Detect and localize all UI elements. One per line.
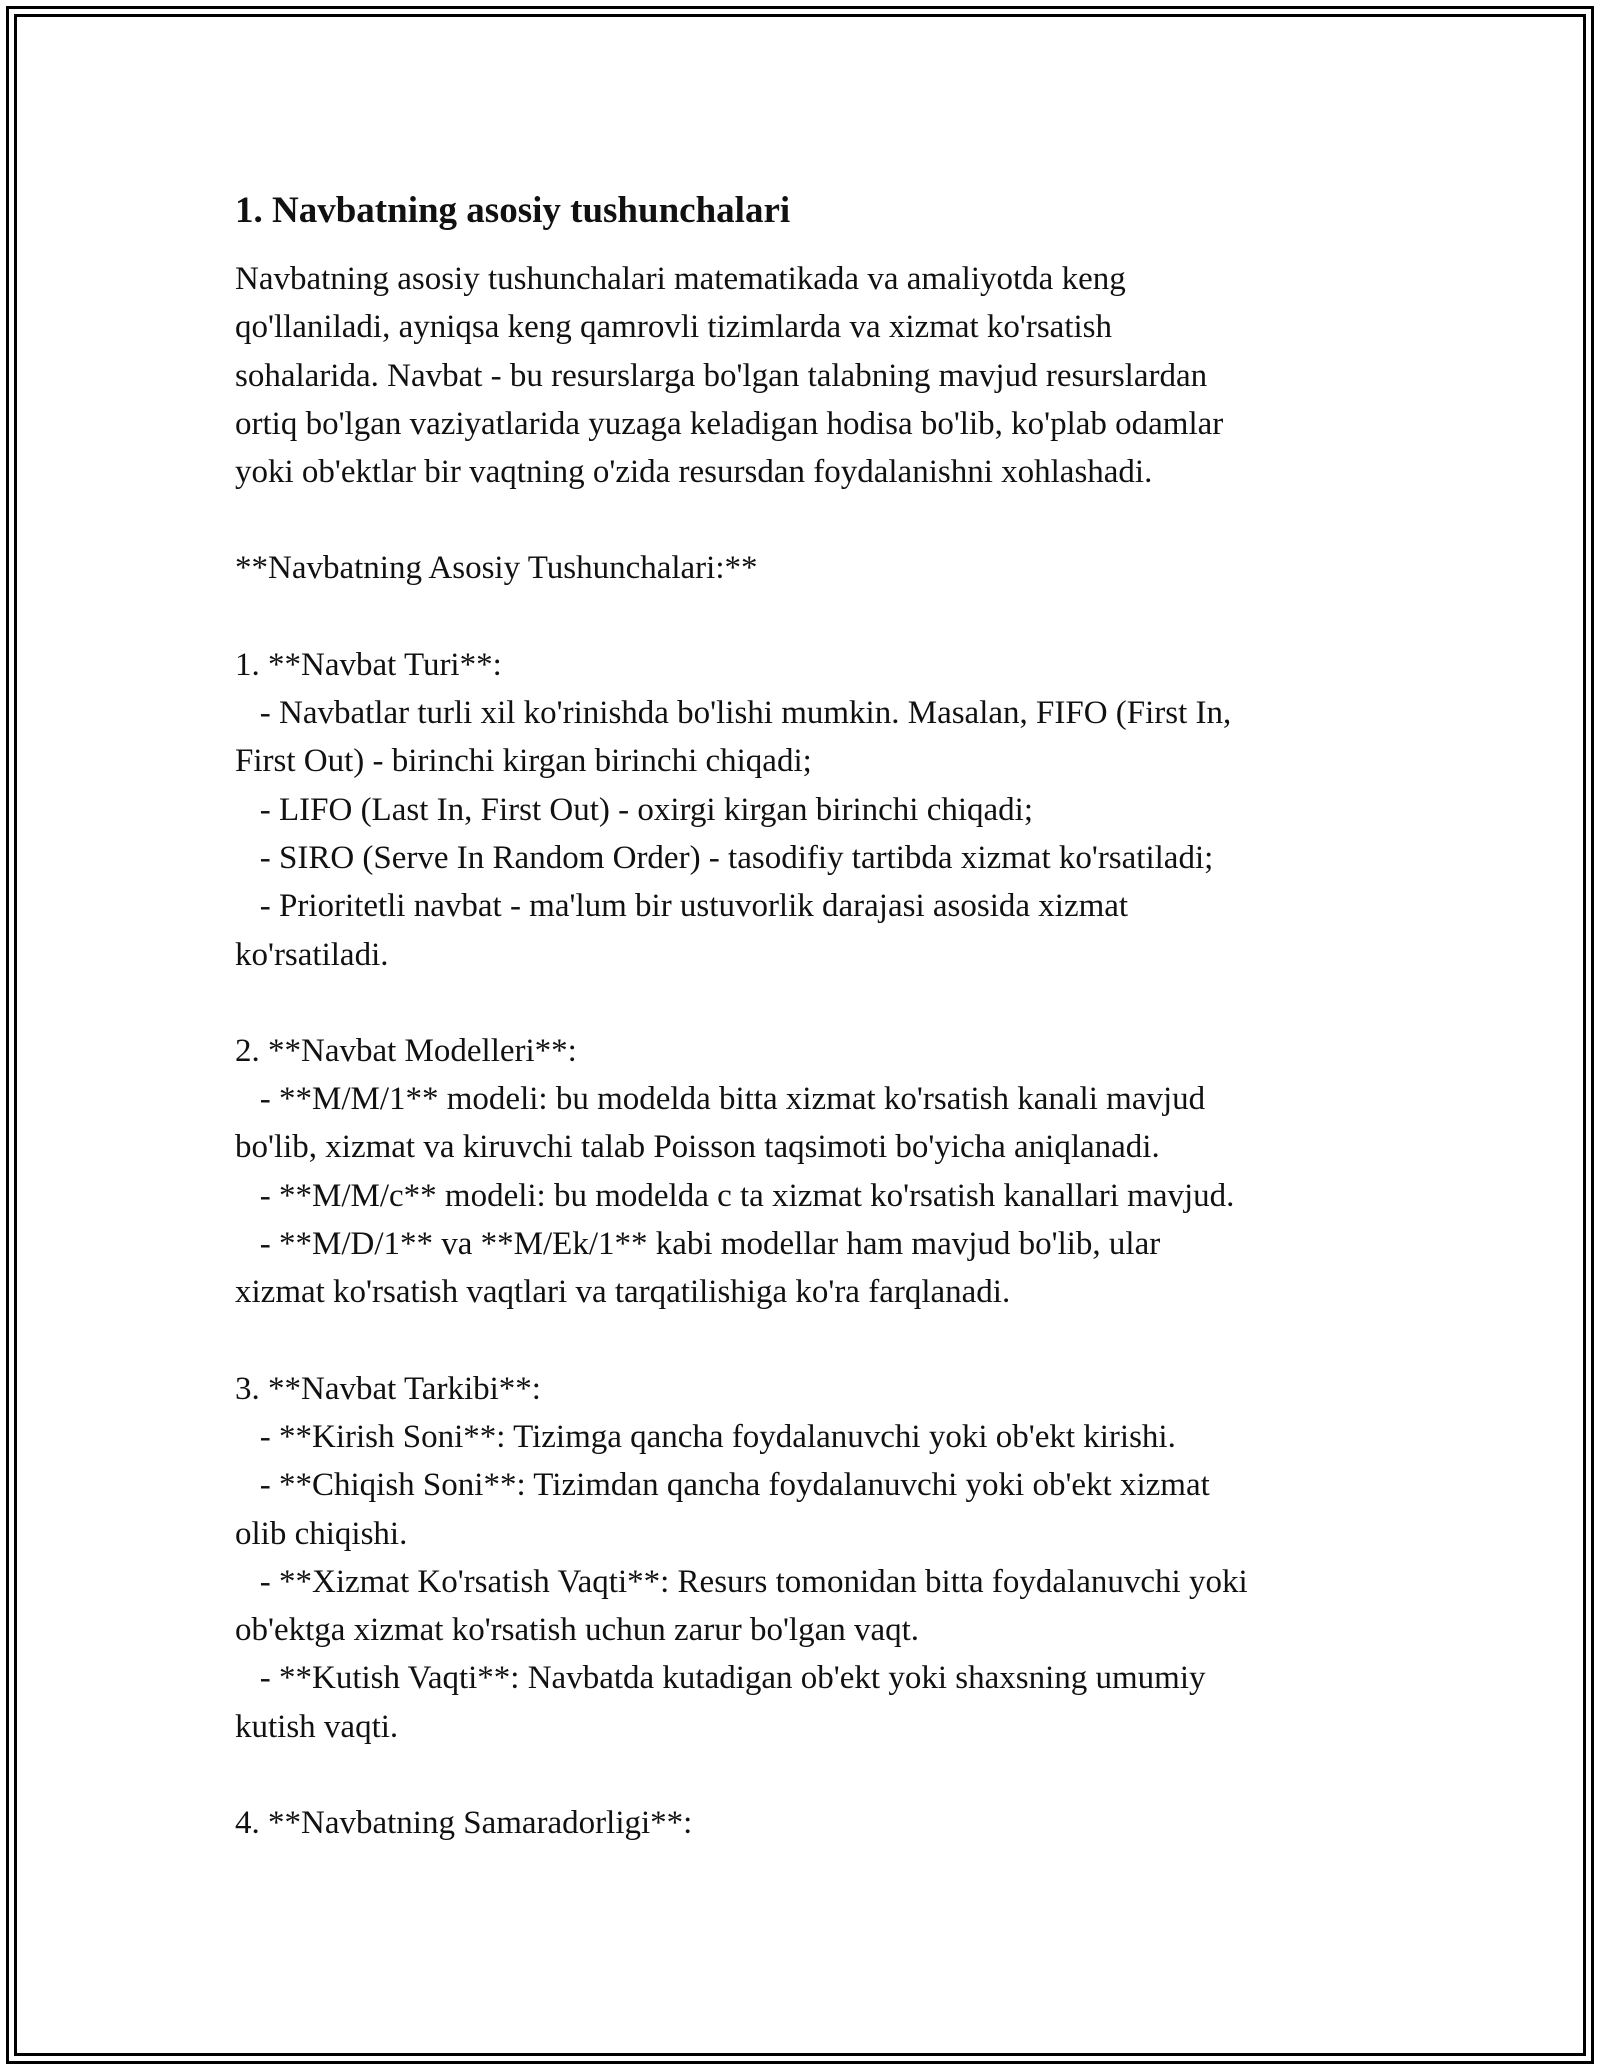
document-heading: 1. Navbatning asosiy tushunchalari: [235, 190, 791, 231]
document-body: [235, 187, 1375, 1895]
intro-line: Navbatning asosiy tushunchalari matematikada va amaliyotda keng: [235, 261, 1126, 297]
list-line: - **M/M/c** modeli: bu modelda c ta xizmat ko'rsatish kanallari mavjud.: [235, 1177, 1235, 1214]
list-line: olib chiqishi.: [235, 1515, 408, 1552]
list-line: First Out) - birinchi kirgan birinchi chiqadi;: [235, 743, 812, 780]
intro-line: qo'llaniladi, ayniqsa keng qamrovli tizimlarda va xizmat ko'rsatish: [235, 309, 1112, 346]
list-line: bo'lib, xizmat va kiruvchi talab Poisson taqsimoti bo'yicha aniqlanadi.: [235, 1129, 1160, 1166]
section-heading: 1. **Navbat Turi**:: [235, 646, 502, 683]
section-heading: 4. **Navbatning Samaradorligi**:: [235, 1805, 693, 1842]
intro-line: sohalarida. Navbat - bu resurslarga bo'lgan talabning mavjud resurslardan: [235, 357, 1208, 394]
list-line: ko'rsatiladi.: [235, 936, 389, 973]
section-title-block: [235, 544, 1375, 592]
intro-paragraph: [235, 255, 1375, 496]
list-line: - **Xizmat Ko'rsatish Vaqti**: Resurs tomonidan bitta foydalanuvchi yoki: [235, 1563, 1248, 1600]
list-line: xizmat ko'rsatish vaqtlari va tarqatilishiga ko'ra farqlanadi.: [235, 1274, 1011, 1311]
list-line: - **M/M/1** modeli: bu modelda bitta xizmat ko'rsatish kanali mavjud: [235, 1081, 1206, 1118]
list-line: - **Chiqish Soni**: Tizimdan qancha foydalanuvchi yoki ob'ekt xizmat: [235, 1467, 1210, 1504]
intro-line: yoki ob'ektlar bir vaqtning o'zida resursdan foydalanishni xohlashadi.: [235, 454, 1153, 491]
section-heading: 2. **Navbat Modelleri**:: [235, 1032, 577, 1069]
list-line: - **Kutish Vaqti**: Navbatda kutadigan ob'ekt yoki shaxsning umumiy: [235, 1660, 1206, 1697]
intro-line: ortiq bo'lgan vaziyatlarida yuzaga keladigan hodisa bo'lib, ko'plab odamlar: [235, 405, 1224, 442]
list-line: ob'ektga xizmat ko'rsatish uchun zarur bo'lgan vaqt.: [235, 1612, 920, 1649]
section-navbat-tarkibi: [235, 1365, 1375, 1751]
list-line: - **M/D/1** va **M/Ek/1** kabi modellar ham mavjud bo'lib, ular: [235, 1226, 1161, 1263]
section-heading: 3. **Navbat Tarkibi**:: [235, 1370, 541, 1407]
section-navbat-samaradorligi: [235, 1799, 1375, 1847]
section-title: **Navbatning Asosiy Tushunchalari:**: [235, 550, 758, 587]
list-line: - Prioritetli navbat - ma'lum bir ustuvorlik darajasi asosida xizmat: [235, 888, 1129, 925]
list-line: - **Kirish Soni**: Tizimga qancha foydalanuvchi yoki ob'ekt kirishi.: [235, 1418, 1176, 1455]
section-navbat-turi: [235, 641, 1375, 979]
list-line: - LIFO (Last In, First Out) - oxirgi kirgan birinchi chiqadi;: [235, 791, 1033, 828]
list-line: - SIRO (Serve In Random Order) - tasodifiy tartibda xizmat ko'rsatiladi;: [235, 839, 1214, 876]
section-navbat-modelleri: [235, 1027, 1375, 1317]
list-line: - Navbatlar turli xil ko'rinishda bo'lishi mumkin. Masalan, FIFO (First In,: [235, 695, 1232, 732]
list-line: kutish vaqti.: [235, 1708, 399, 1745]
